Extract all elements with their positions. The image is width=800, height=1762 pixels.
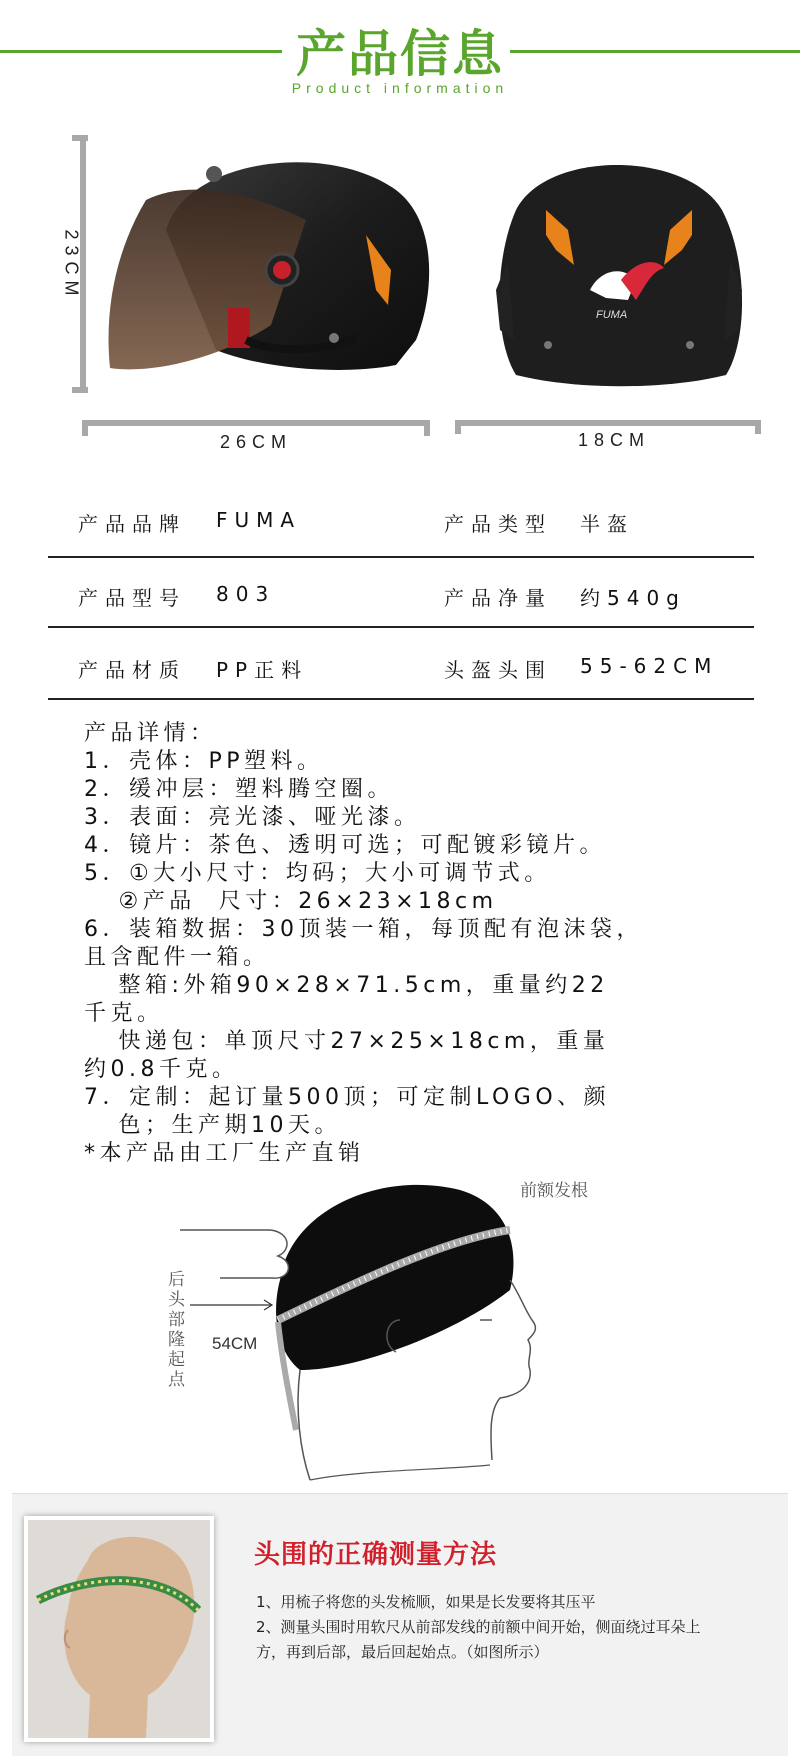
length-bar (82, 420, 430, 426)
measure-step: 1、用梳子将您的头发梳顺，如果是长发要将其压平 (256, 1593, 596, 1611)
width-label: 18CM (578, 430, 651, 450)
height-label: 23CM (61, 229, 82, 302)
measure-step: 方，再到后部，最后回起始点。（如图所示） (256, 1643, 549, 1661)
details-line: 整箱:外箱90×28×71.5cm，重量约22 (84, 973, 609, 998)
width-bar (455, 420, 761, 426)
back-head-label: 后头部隆起点 (168, 1270, 185, 1390)
helmet-back-view (486, 140, 752, 390)
height-bar-cap-bottom (72, 387, 88, 393)
details-line: 5．①大小尺寸：均码；大小可调节式。 (84, 861, 551, 886)
measure-value-label: 54CM (212, 1334, 258, 1353)
measure-title: 头围的正确测量方法 (254, 1540, 498, 1570)
page-subtitle: Product information (291, 80, 509, 96)
spec-value: 约540g (580, 586, 686, 610)
length-bar-cap-right (424, 420, 430, 436)
details-line: 色；生产期10天。 (84, 1113, 341, 1138)
spec-value: 半盔 (580, 512, 634, 536)
helmet-side-view (96, 140, 436, 390)
spec-label: 产品品牌 (78, 512, 186, 536)
details-line: 2．缓冲层：塑料腾空圈。 (84, 777, 394, 802)
spec-label: 产品类型 (444, 512, 552, 536)
details-line: 6．装箱数据：30顶装一箱，每顶配有泡沫袋， (84, 917, 643, 942)
details-line: 且含配件一箱。 (84, 945, 270, 970)
spec-row (48, 630, 754, 704)
helmet-brand-logo-text: FUMA (596, 309, 628, 321)
length-label: 26CM (220, 432, 293, 452)
spec-label: 产品材质 (78, 658, 186, 682)
measure-step: 2、测量头围时用软尺从前部发线的前额中间开始，侧面绕过耳朵上 (256, 1618, 701, 1636)
product-details (84, 720, 724, 1168)
spec-label: 产品型号 (78, 586, 186, 610)
width-bar-cap-left (455, 420, 461, 434)
details-heading: 产品详情： (84, 721, 217, 746)
height-bar-cap-top (72, 135, 88, 141)
spec-value: 803 (216, 582, 276, 606)
measure-instructions-panel (12, 1493, 788, 1756)
mannequin-icon (28, 1520, 210, 1738)
details-line: 3．表面：亮光漆、哑光漆。 (84, 805, 421, 830)
spec-divider (48, 698, 754, 700)
spec-row (48, 558, 754, 632)
details-line: 约0.8千克。 (84, 1057, 239, 1082)
page-title: 产品信息 (296, 25, 504, 83)
spec-value: PP正料 (216, 658, 309, 682)
spec-value: FUMA (216, 508, 302, 532)
spec-divider (48, 626, 754, 628)
details-line: 千克。 (84, 1001, 164, 1026)
spec-label: 头盔头围 (444, 658, 552, 682)
spec-row (48, 484, 754, 558)
details-line: 快递包：单顶尺寸27×25×18cm，重量 (84, 1029, 610, 1054)
details-line: 7．定制：起订量500顶；可定制LOGO、颜 (84, 1085, 611, 1110)
width-bar-cap-right (755, 420, 761, 434)
front-hairline-label: 前额发根 (520, 1181, 588, 1201)
head-measure-diagram (160, 1170, 620, 1490)
spec-label: 产品净量 (444, 586, 552, 610)
details-line: *本产品由工厂生产直销 (84, 1141, 365, 1166)
mannequin-photo (24, 1516, 214, 1742)
details-line: ②产品 尺寸：26×23×18cm (84, 889, 498, 914)
length-bar-cap-left (82, 420, 88, 436)
details-line: 4．镜片：茶色、透明可选；可配镀彩镜片。 (84, 833, 606, 858)
spec-value: 55-62CM (580, 654, 719, 678)
details-line: 1．壳体：PP塑料。 (84, 749, 324, 774)
